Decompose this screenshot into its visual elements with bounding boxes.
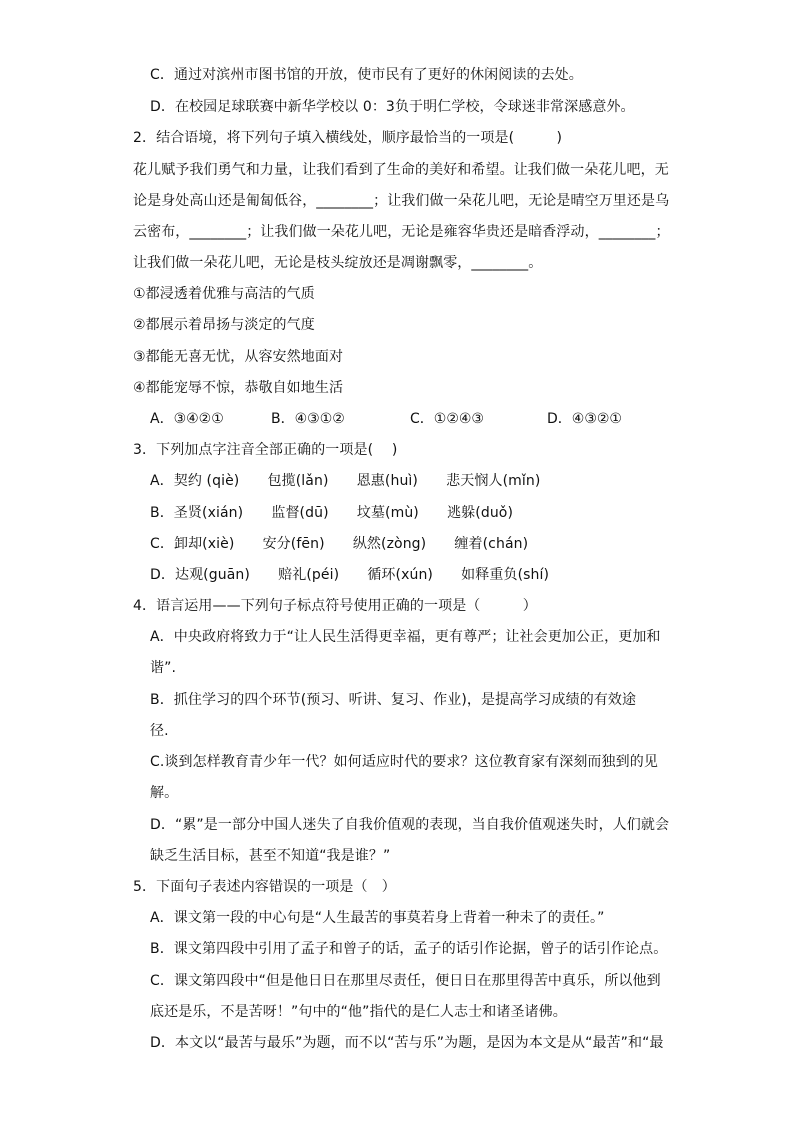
q2-option-c: C．①②④③ bbox=[410, 411, 484, 427]
q2-stem: 2．结合语境，将下列句子填入横线处，顺序最恰当的一项是( ) bbox=[133, 130, 563, 146]
q2-options bbox=[150, 409, 670, 429]
q2-sentence-1: ①都浸透着优雅与高洁的气质 bbox=[133, 286, 315, 302]
q2-sentence-2: ②都展示着昂扬与淡定的气度 bbox=[133, 317, 315, 333]
q2-passage-line-3: 云密布，________；让我们做一朵花儿吧，无论是雍容华贵还是暗香浮动，________； bbox=[133, 224, 670, 240]
q4-option-d-line-1: D．“累”是一部分中国人迷失了自我价值观的表现，当自我价值观迷失时，人们就会 bbox=[150, 817, 670, 833]
q5-option-b: B．课文第四段中引用了孟子和曾子的话，孟子的话引作论据，曾子的话引作论点。 bbox=[150, 941, 668, 957]
q2-passage-line-2: 论是身处高山还是匍匐低谷，________；让我们做一朵花儿吧，无论是晴空万里还是乌 bbox=[133, 193, 670, 209]
q3-option-c: C．卸却(xiè) 安分(fēn) 纵然(zòng) 缠着(chán) bbox=[150, 536, 529, 552]
q2-passage-line-1: 花儿赋予我们勇气和力量，让我们看到了生命的美好和希望。让我们做一朵花儿吧，无 bbox=[133, 162, 669, 178]
q4-option-b-line-2: 径. bbox=[150, 723, 169, 739]
q4-option-c-line-2: 解。 bbox=[150, 785, 179, 801]
q2-sentence-3: ③都能无喜无忧，从容安然地面对 bbox=[133, 349, 344, 365]
q4-option-a-line-1: A．中央政府将致力于“让人民生活得更幸福，更有尊严；让社会更加公正，更加和 bbox=[150, 629, 661, 645]
q4-stem: 4．语言运用——下列句子标点符号使用正确的一项是（ ） bbox=[133, 598, 537, 614]
q1-option-d: D．在校园足球联赛中新华学校以 0：3负于明仁学校，令球迷非常深感意外。 bbox=[150, 99, 635, 115]
q5-option-c-line-2: 底还是乐，不是苦呀！”句中的“他”指代的是仁人志士和诸圣诸佛。 bbox=[150, 1004, 567, 1020]
q2-passage-line-4: 让我们做一朵花儿吧，无论是枝头绽放还是凋谢飘零，________。 bbox=[133, 255, 543, 271]
q3-option-a: A．契约 (qiè) 包揽(lǎn) 恩惠(huì) 悲天悯人(mǐn) bbox=[150, 473, 541, 489]
q5-stem: 5．下面句子表述内容错误的一项是（ ） bbox=[133, 879, 396, 895]
q3-stem: 3．下列加点字注音全部正确的一项是( ) bbox=[133, 442, 398, 458]
q3-option-b: B．圣贤(xián) 监督(dū) 坟墓(mù) 逃躲(duǒ) bbox=[150, 505, 514, 521]
q3-option-d: D．达观(guān) 赔礼(péi) 循环(xún) 如释重负(shí) bbox=[150, 567, 550, 583]
q5-option-d-line-1: D．本文以“最苦与最乐”为题，而不以“苦与乐”为题，是因为本文是从“最苦”和“最 bbox=[150, 1035, 664, 1051]
q2-option-a: A．③④②① bbox=[150, 411, 224, 427]
q4-option-c-line-1: C.谈到怎样教育青少年一代？如何适应时代的要求？这位教育家有深刻而独到的见 bbox=[150, 754, 658, 770]
q2-sentence-4: ④都能宠辱不惊，恭敬自如地生活 bbox=[133, 380, 344, 396]
q2-option-d: D．④③②① bbox=[547, 411, 622, 427]
q5-option-c-line-1: C．课文第四段中“但是他日日在那里尽责任，便日日在那里得苦中真乐，所以他到 bbox=[150, 973, 661, 989]
q5-option-a: A．课文第一段的中心句是“人生最苦的事莫若身上背着一种未了的责任。” bbox=[150, 910, 605, 926]
q2-option-b: B．④③①② bbox=[271, 411, 345, 427]
q4-option-b-line-1: B．抓住学习的四个环节(预习、听讲、复习、作业)，是提高学习成绩的有效途 bbox=[150, 692, 637, 708]
q1-option-c: C．通过对滨州市图书馆的开放，使市民有了更好的休闲阅读的去处。 bbox=[150, 67, 583, 83]
q4-option-d-line-2: 缺乏生活目标，甚至不知道“我是谁？” bbox=[150, 848, 391, 864]
q4-option-a-line-2: 谐”. bbox=[150, 660, 177, 676]
